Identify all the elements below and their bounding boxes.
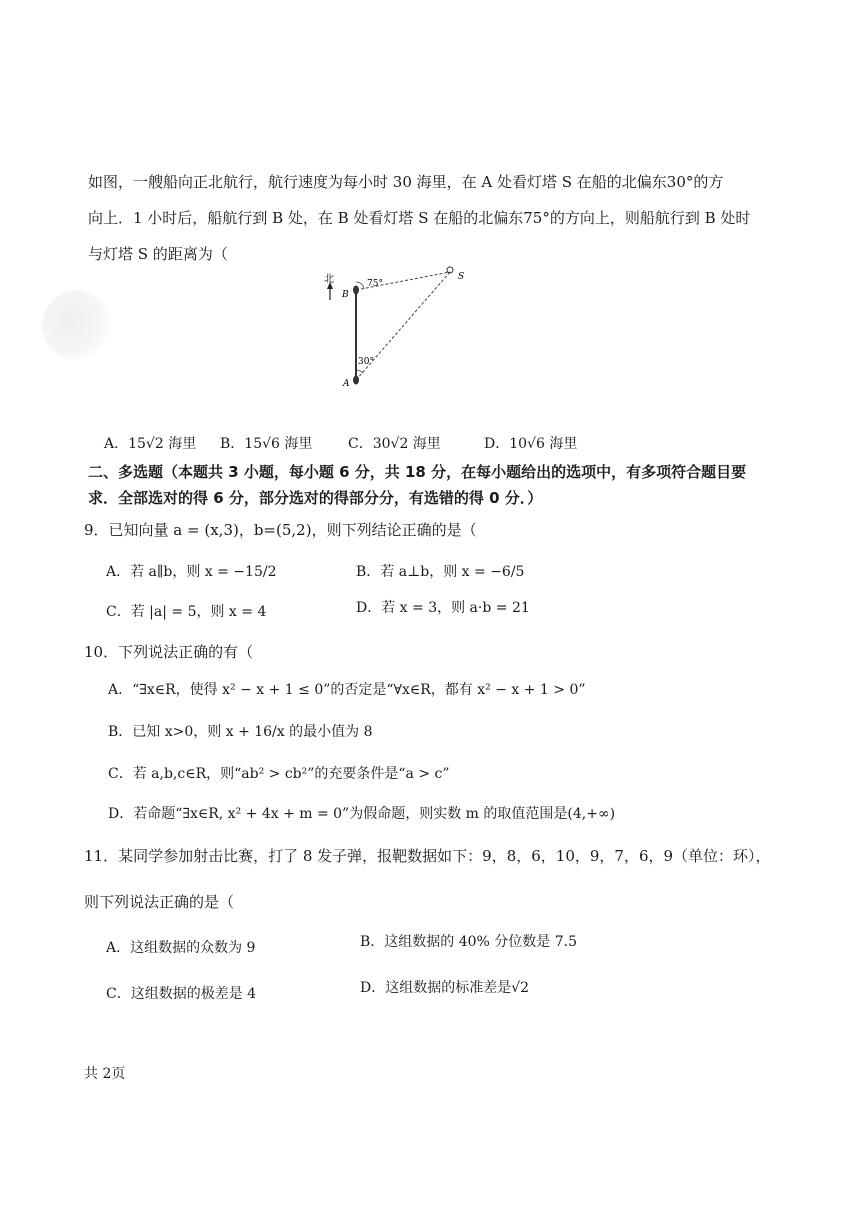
point-a-label: A (343, 379, 350, 389)
q11-stem-line-1: 11．某同学参加射击比赛，打了 8 发子弹，报靶数据如下：9，8，6，10，9，7，6，9（单位：环）， (84, 847, 771, 865)
section2-heading-line-2: 求．全部选对的得 6 分，部分选对的得部分分，有选错的得 0 分．） (88, 489, 543, 507)
q8-line-3: 与灯塔 S 的距离为（ (88, 245, 228, 263)
q11-option-d: D．这组数据的标准差是√2 (360, 980, 530, 996)
q8-line-1: 如图，一艘船向正北航行，航行速度为每小时 30 海里，在 A 处看灯塔 S 在船的北偏东30°的方 (88, 173, 724, 191)
q9-option-a: A．若 a∥b，则 x = −15/2 (106, 564, 277, 580)
section2-heading-line-1: 二、多选题（本题共 3 小题，每小题 6 分，共 18 分，在每小题给出的选项中，有多项符合题目要 (88, 463, 747, 481)
q8-option-c: C．30√2 海里 (348, 436, 441, 452)
north-label: 北 (324, 274, 334, 285)
page-footer: 共 2页 (84, 1066, 126, 1082)
q11-option-a: A．这组数据的众数为 9 (106, 940, 256, 956)
q9-option-b: B．若 a⊥b，则 x = −6/5 (356, 564, 525, 580)
point-b-label: B (342, 290, 349, 300)
q11-option-c: C．这组数据的极差是 4 (106, 986, 257, 1002)
q11-stem-line-2: 则下列说法正确的是（ (84, 893, 235, 911)
q10-option-b: B．已知 x>0，则 x + 16/x 的最小值为 8 (108, 724, 373, 740)
q10-option-d: D．若命题“∃x∈R, x² + 4x + m = 0”为假命题，则实数 m 的取值范围是(4,+∞) (108, 806, 616, 822)
q11-option-b: B．这组数据的 40% 分位数是 7.5 (360, 934, 578, 950)
angle-b-label: 75° (367, 279, 383, 289)
q9-option-d: D．若 x = 3，则 a·b = 21 (356, 600, 530, 616)
q10-option-a: A．“∃x∈R，使得 x² − x + 1 ≤ 0”的否定是“∀x∈R，都有 x² − x + 1 > 0” (108, 682, 586, 698)
q8-option-b: B．15√6 海里 (220, 436, 313, 452)
q8-option-a: A．15√2 海里 (104, 436, 197, 452)
q9-stem: 9．已知向量 a = (x,3)，b=(5,2)，则下列结论正确的是（ (84, 521, 477, 539)
ship-lighthouse-figure (320, 262, 480, 392)
q8-option-d: D．10√6 海里 (484, 436, 578, 452)
q8-line-2: 向上．1 小时后，船航行到 B 处，在 B 处看灯塔 S 在船的北偏东75°的方向上，则船航行到 B 处时 (88, 209, 751, 227)
scan-smudge (42, 290, 112, 360)
q10-option-c: C．若 a,b,c∈R，则“ab² > cb²”的充要条件是“a > c” (108, 766, 450, 782)
q9-option-c: C．若 |a| = 5，则 x = 4 (106, 604, 267, 620)
ship-a-icon (353, 376, 359, 385)
q10-stem: 10．下列说法正确的有（ (84, 643, 254, 661)
point-s-label: S (458, 272, 465, 282)
angle-a-label: 30° (358, 357, 374, 367)
angle-arc-a (356, 370, 363, 373)
ship-b-icon (353, 286, 359, 295)
